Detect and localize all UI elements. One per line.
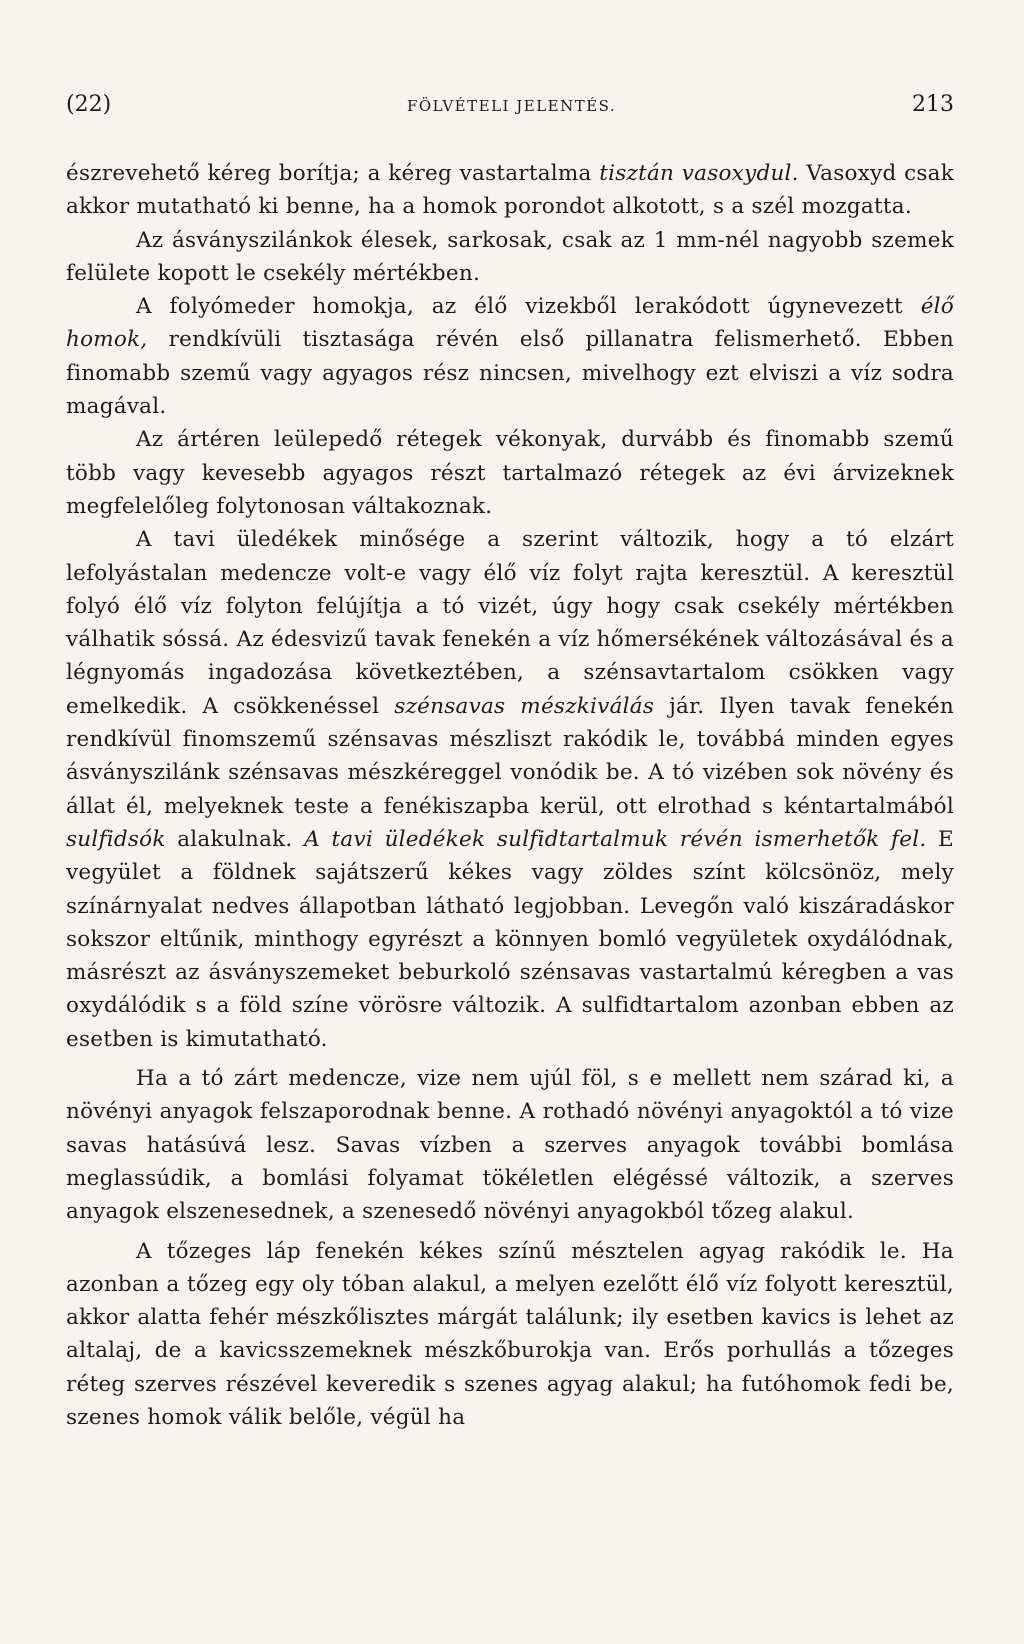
paragraph [66, 1235, 954, 1435]
paragraph [66, 224, 954, 291]
text-run: A folyómeder homokja, az élő vizekből lerakódott úgynevezett [136, 294, 921, 320]
text-run: Az ártéren leülepedő rétegek vékonyak, durvább és finomabb szemű több vagy kevesebb agyagos részt tartalmazó rétegek az évi árvizeknek megfelelőleg folytonosan váltakoznak. [66, 427, 954, 519]
text-run: rendkívüli tisztasága révén első pillanatra felismerhető. Ebben finomabb szemű vagy agyagos rész nincsen, mivelhogy ezt elviszi a víz sodra magával. [66, 327, 954, 420]
text-run: észrevehető kéreg borítja; a kéreg vastartalma [66, 161, 600, 186]
text-run: Ha a tó zárt medencze, vize nem ujúl föl, s e mellett nem szárad ki, a növényi anyagok felszaporodnak benne. A rothadó növényi anyagoktól a tó vize savas hatásúvá lesz. Savas vízben a szerves anyagok további bomlása meglassúdik, a bomlási folyamat tökéletlen elégéssé változik, a szerves anyagok elszenesednek, a szenesedő növényi anyagokból tőzeg alakul. [66, 1066, 954, 1225]
italic-text: sulfidsók [66, 826, 166, 852]
paragraph [66, 157, 954, 224]
text-run: Az ásványszilánkok élesek, sarkosak, csak az 1 mm-nél nagyobb szemek felülete kopott le csekély mértékben. [66, 227, 954, 286]
italic-text: tisztán vasoxydul. [599, 161, 799, 186]
running-title: FÖLVÉTELI JELENTÉS. [406, 97, 617, 115]
text-run: Vasoxyd csak akkor mutatható ki benne, ha a homok porondot alkotott, s a szél mozgatta. [66, 161, 955, 220]
body-text [66, 157, 954, 1434]
text-run: jár. Ilyen tavak fenekén rendkívül finomszemű szénsavas mészliszt rakódik le, továbbá minden egyes ásványszilánk szénsavas mészkéreggel vonódik be. A tó vizében sok növény és állat él, melyeknek teste a fenékiszapba kerül, ott elrothad s kéntartalmából [66, 693, 955, 819]
page-number: 213 [911, 92, 954, 117]
italic-text: szénsavas mészkiválás [394, 693, 655, 719]
paragraph [66, 523, 954, 1056]
paragraph [66, 1062, 954, 1228]
section-number: (22) [66, 92, 112, 117]
running-head [66, 92, 954, 117]
italic-text: A tavi üledékek sulfidtartalmuk révén ismerhetők fel. [304, 826, 927, 852]
italic-text: élő homok, [66, 294, 954, 353]
text-run: E vegyület a földnek sajátszerű kékes vagy zöldes színt kölcsönöz, mely színárnyalat nedves állapotban látható legjobban. Levegőn való kiszáradáskor sokszor eltűnik, minthogy egyrészt a könnyen bomló vegyületek oxydálódnak, másrészt az ásványszemeket beburkoló szénsavas vastartalmú kéregben a vas oxydálódik s a föld színe vörösre változik. A sulfidtartalom azonban ebben az esetben is kimutatható. [66, 826, 954, 1052]
text-run: A tőzeges láp fenekén kékes színű mésztelen agyag rakódik le. Ha azonban a tőzeg egy oly tóban alakul, a melyen ezelőtt élő víz folyott keresztül, akkor alatta fehér mészkőlisztes márgát találunk; ily esetben kavics is lehet az altalaj, de a kavicsszemeknek mészkőburokja van. Erős porhullás a tőzeges réteg szerves részével keveredik s szenes agyag alakul; ha futóhomok fedi be, szenes homok válik belőle, végül ha [66, 1238, 954, 1430]
paragraph [66, 290, 954, 423]
text-run: A tavi üledékek minősége a szerint változik, hogy a tó elzárt lefolyástalan medencze volt-e vagy élő víz folyt rajta keresztül. A keresztül folyó élő víz folyton felújítja a tó vizét, úgy hogy csak csekély mértékben válhatik sóssá. Az édesvizű tavak fenekén a víz hőmersékének változásával és a légnyomás ingadozása következtében, a szénsavtartalom csökken vagy emelkedik. A csökkenéssel [66, 527, 954, 719]
paragraph [66, 423, 954, 523]
text-run: alakulnak. [165, 826, 305, 852]
